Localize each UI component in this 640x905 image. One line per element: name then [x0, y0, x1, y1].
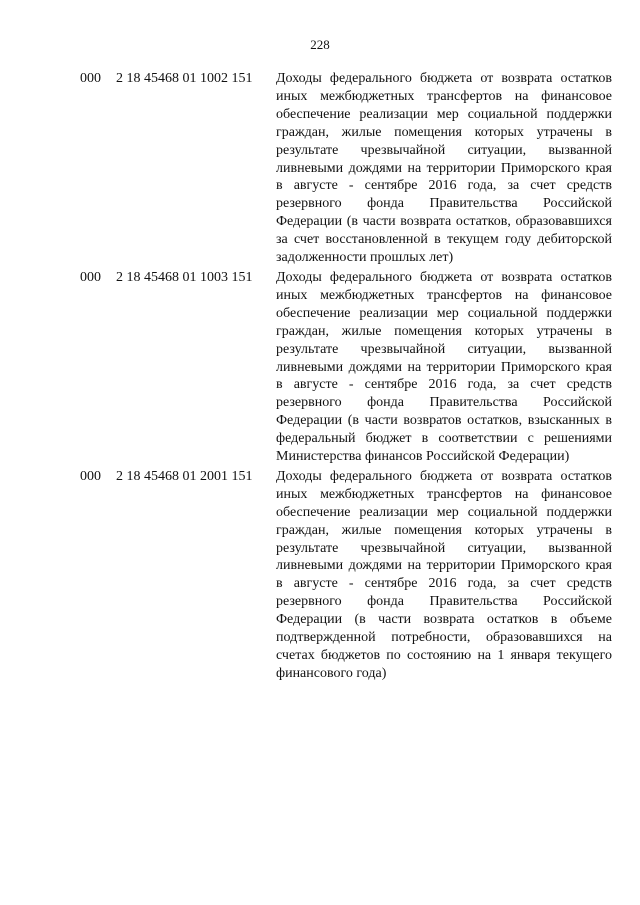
table-row: [80, 70, 612, 267]
table-row: [80, 468, 612, 683]
budget-code-table: [80, 70, 612, 685]
kbk-code: 2 18 45468 01 1002 151: [116, 71, 253, 86]
admin-code: 000: [80, 468, 101, 484]
page-number: 228: [310, 37, 330, 52]
income-description: Доходы федерального бюджета от возврата остатков иных межбюджетных трансфертов на финансовое обеспечение реализации мер социальной поддержки граждан, жилые помещения которых утрачены в результате чрезвычайной ситуации, вызванной ливневыми дождями на территории Приморского края в августе - сентябре 2016 года, за счет средств резервного фонда Правительства Российской Федерации (в части возврата остатков в объеме подтвержденной потребности, образовавшихся на счетах бюджетов по состоянию на 1 января текущего финансового года): [276, 468, 612, 681]
income-description: Доходы федерального бюджета от возврата остатков иных межбюджетных трансфертов на финансовое обеспечение реализации мер социальной поддержки граждан, жилые помещения которых утрачены в результате чрезвычайной ситуации, вызванной ливневыми дождями на территории Приморского края в августе - сентябре 2016 года, за счет средств резервного фонда Правительства Российской Федерации (в части возвратов остатков, взысканных в федеральный бюджет в соответствии с решениями Министерства финансов Российской Федерации): [276, 269, 612, 465]
kbk-code: 2 18 45468 01 2001 151: [116, 468, 253, 484]
admin-code: 000: [80, 71, 101, 86]
income-description: Доходы федерального бюджета от возврата остатков иных межбюджетных трансфертов на финансовое обеспечение реализации мер социальной поддержки граждан, жилые помещения которых утрачены в результате чрезвычайной ситуации, вызванной ливневыми дождями на территории Приморского края в августе - сентябре 2016 года, за счет средств резервного фонда Правительства Российской Федерации (в части возврата остатков, образовавшихся за счет восстановленной в текущем году дебиторской задолженности прошлых лет): [276, 71, 612, 266]
admin-code: 000: [80, 269, 101, 285]
kbk-code: 2 18 45468 01 1003 151: [116, 269, 253, 285]
table-row: [80, 269, 612, 466]
